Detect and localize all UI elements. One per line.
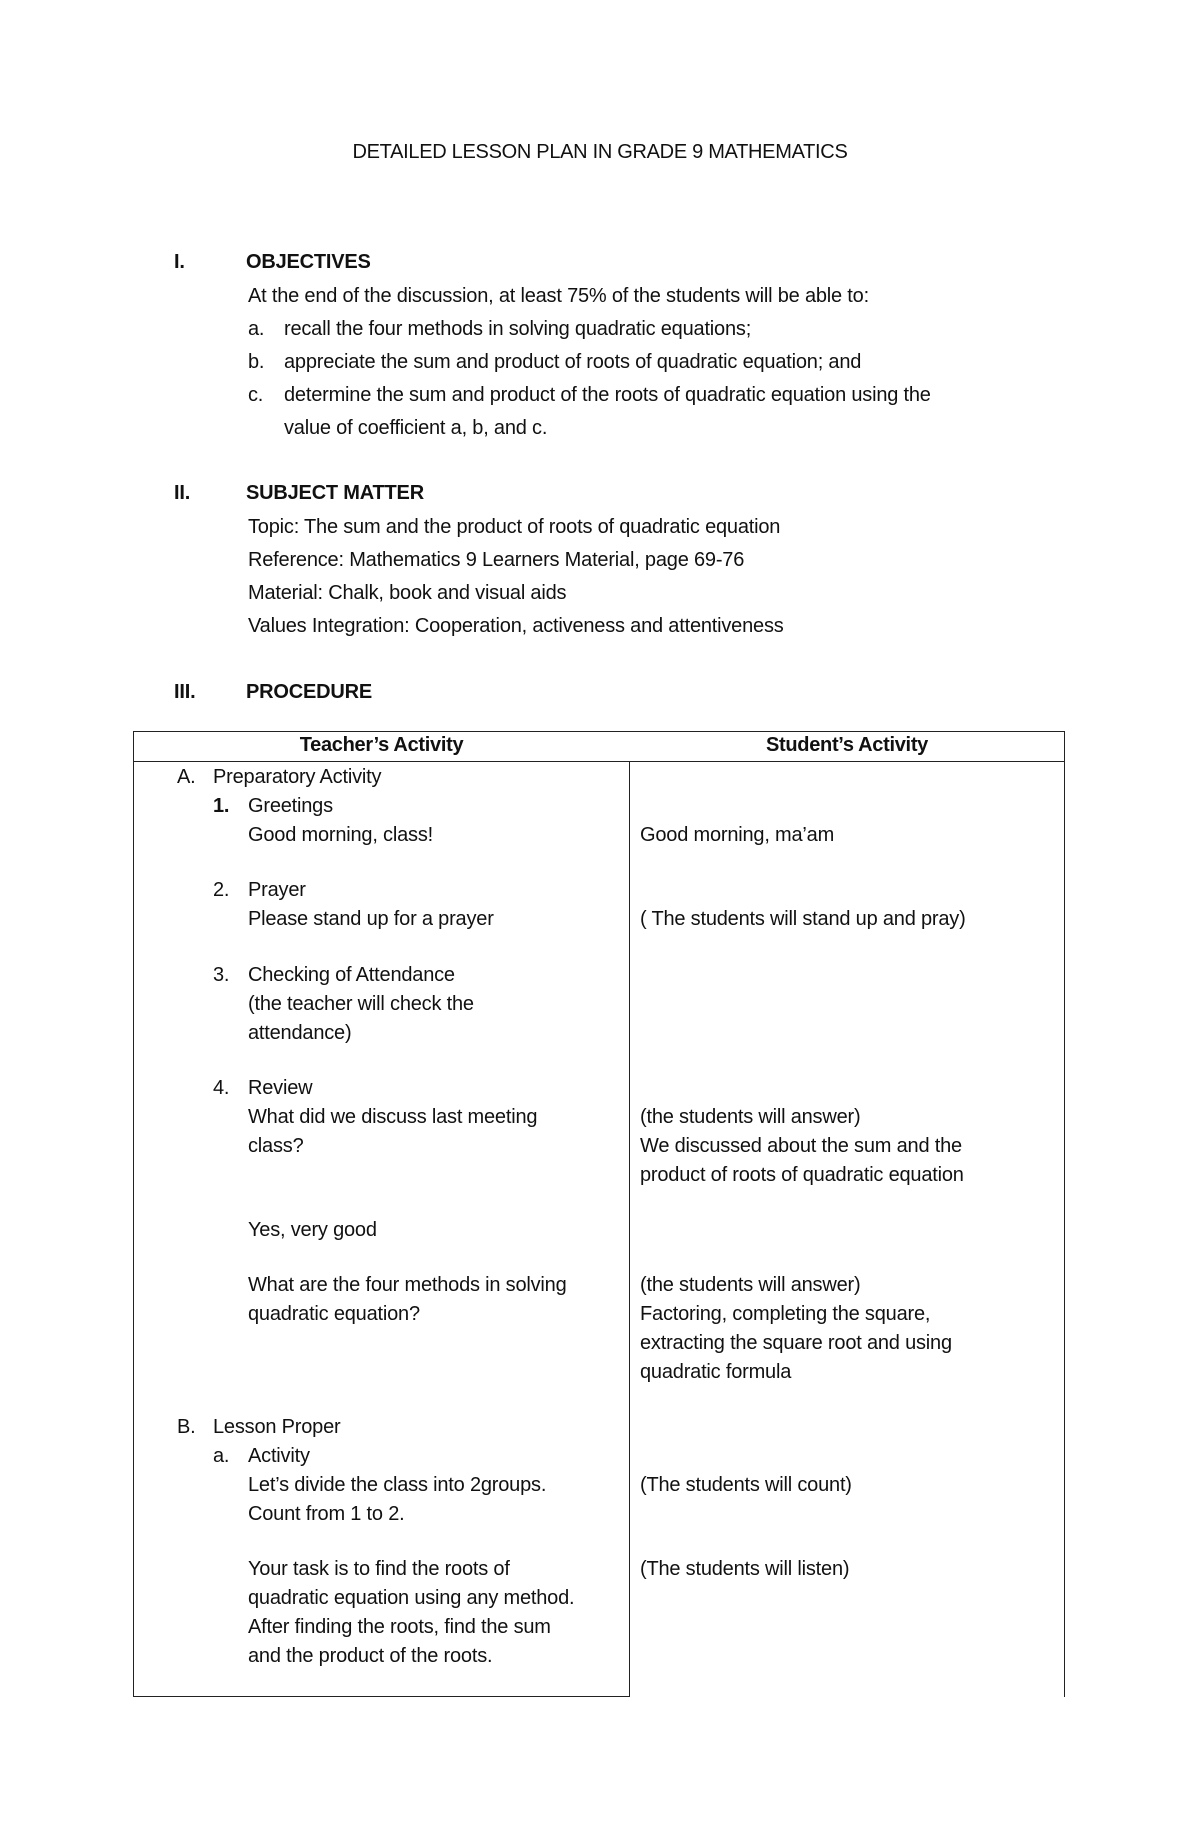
teacher-row-text: class?: [248, 1135, 304, 1157]
student-row-text: (The students will listen): [640, 1558, 850, 1580]
table-column-divider: [629, 761, 630, 1697]
teacher-row-label: B.: [177, 1416, 196, 1438]
objective-letter: c.: [248, 384, 264, 406]
teacher-row-text: quadratic equation?: [248, 1303, 420, 1325]
teacher-row-text: Activity: [248, 1445, 310, 1467]
teacher-row-text: attendance): [248, 1022, 352, 1044]
student-row-text: Factoring, completing the square,: [640, 1303, 931, 1325]
student-row-text: product of roots of quadratic equation: [640, 1164, 964, 1186]
objectives-intro: At the end of the discussion, at least 75% of the students will be able to:: [248, 285, 869, 307]
subject-reference: Reference: Mathematics 9 Learners Material, page 69-76: [248, 549, 745, 571]
table-header-student: Student’s Activity: [765, 734, 929, 756]
section-heading: PROCEDURE: [246, 681, 372, 703]
table-border-bottom: [133, 1696, 630, 1697]
table-border-left: [133, 731, 134, 1697]
teacher-row-text: Lesson Proper: [213, 1416, 341, 1438]
section-heading: SUBJECT MATTER: [246, 482, 424, 504]
teacher-row-label: 2.: [213, 879, 230, 901]
objective-text: recall the four methods in solving quadratic equations;: [284, 318, 752, 340]
teacher-row-text: Your task is to find the roots of: [248, 1558, 510, 1580]
table-header-teacher: Teacher’s Activity: [299, 734, 464, 756]
table-header-divider: [133, 761, 1065, 762]
teacher-row-text: Greetings: [248, 795, 333, 817]
objective-letter: a.: [248, 318, 265, 340]
subject-topic: Topic: The sum and the product of roots of quadratic equation: [248, 516, 781, 538]
student-row-text: Good morning, ma’am: [640, 824, 835, 846]
document-title: DETAILED LESSON PLAN IN GRADE 9 MATHEMATICS: [352, 141, 848, 163]
teacher-row-label: A.: [177, 766, 196, 788]
teacher-row-text: What did we discuss last meeting: [248, 1106, 538, 1128]
student-row-text: ( The students will stand up and pray): [640, 908, 966, 930]
teacher-row-label: a.: [213, 1445, 230, 1467]
subject-material: Material: Chalk, book and visual aids: [248, 582, 567, 604]
teacher-row-text: Count from 1 to 2.: [248, 1503, 405, 1525]
teacher-row-text: and the product of the roots.: [248, 1645, 493, 1667]
table-border-right: [1064, 731, 1065, 1697]
teacher-row-text: After finding the roots, find the sum: [248, 1616, 551, 1638]
teacher-row-text: (the teacher will check the: [248, 993, 474, 1015]
student-row-text: quadratic formula: [640, 1361, 792, 1383]
student-row-text: We discussed about the sum and the: [640, 1135, 962, 1157]
student-row-text: extracting the square root and using: [640, 1332, 952, 1354]
objective-text: appreciate the sum and product of roots of quadratic equation; and: [284, 351, 862, 373]
teacher-row-text: Prayer: [248, 879, 306, 901]
student-row-text: (the students will answer): [640, 1106, 861, 1128]
teacher-row-text: Let’s divide the class into 2groups.: [248, 1474, 547, 1496]
teacher-row-label: 3.: [213, 964, 230, 986]
teacher-row-label: 4.: [213, 1077, 230, 1099]
teacher-row-text: Yes, very good: [248, 1219, 377, 1241]
objective-letter: b.: [248, 351, 265, 373]
section-heading: OBJECTIVES: [246, 251, 371, 273]
subject-values: Values Integration: Cooperation, activeness and attentiveness: [248, 615, 784, 637]
objective-text: determine the sum and product of the roots of quadratic equation using the: [284, 384, 931, 406]
teacher-row-text: Good morning, class!: [248, 824, 433, 846]
section-number: III.: [174, 681, 196, 703]
teacher-row-text: quadratic equation using any method.: [248, 1587, 575, 1609]
teacher-row-text: Checking of Attendance: [248, 964, 455, 986]
section-number: II.: [174, 482, 191, 504]
teacher-row-text: Please stand up for a prayer: [248, 908, 494, 930]
teacher-row-text: What are the four methods in solving: [248, 1274, 567, 1296]
section-number: I.: [174, 251, 185, 273]
objective-text-continued: value of coefficient a, b, and c.: [284, 417, 548, 439]
teacher-row-text: Preparatory Activity: [213, 766, 382, 788]
teacher-row-label: 1.: [213, 795, 230, 817]
teacher-row-text: Review: [248, 1077, 313, 1099]
student-row-text: (the students will answer): [640, 1274, 861, 1296]
student-row-text: (The students will count): [640, 1474, 852, 1496]
table-border-top: [133, 731, 1065, 732]
